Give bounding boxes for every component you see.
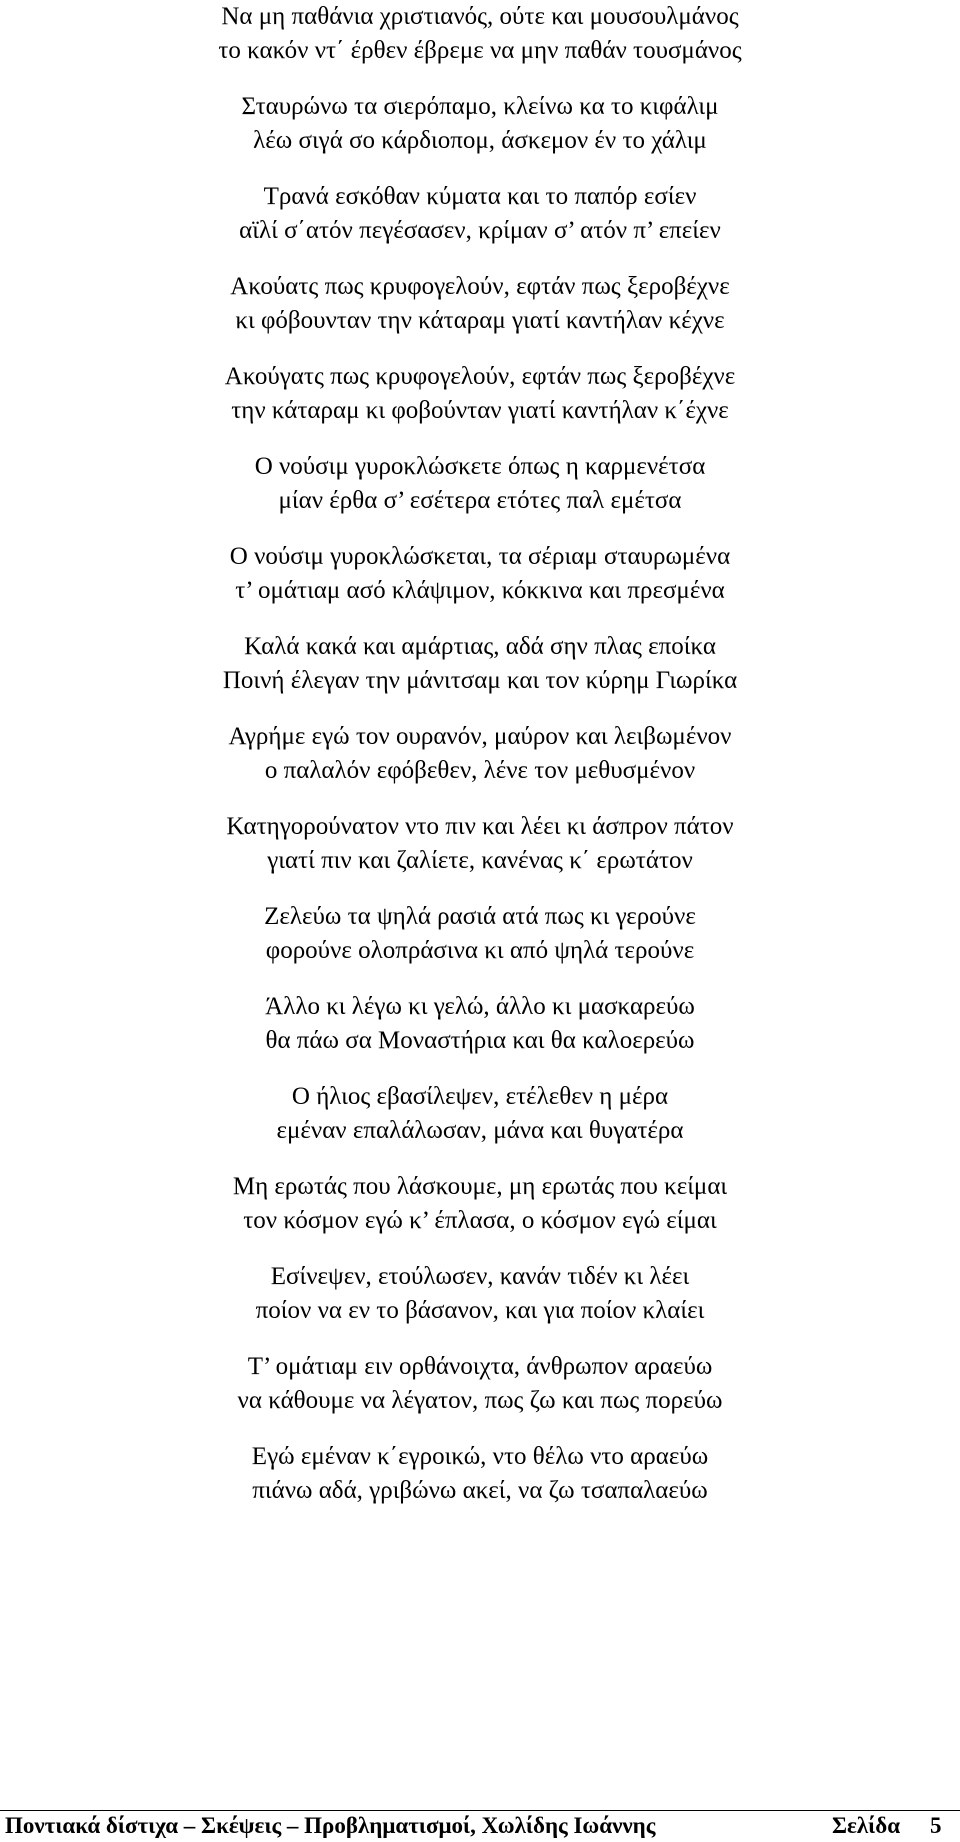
footer-page-number: 5 xyxy=(930,1813,942,1838)
verse-line: Ο νούσιμ γυροκλώσκετε όπως η καρμενέτσα xyxy=(254,453,706,480)
verse-line: λέω σιγά σο κάρδιοπομ, άσκεμον έν το χάλιμ xyxy=(253,127,707,154)
verse-line: Εσίνεψεν, ετούλωσεν, κανάν τιδέν κι λέει xyxy=(270,1263,690,1290)
verse-line: Ο νούσιμ γυροκλώσκεται, τα σέριαμ σταυρωμένα xyxy=(229,543,731,570)
verse-line: πιάνω αδά, γριβώνω ακεί, να ζω τσαπαλαεύω xyxy=(252,1477,708,1504)
verse-line: Ο ήλιος εβασίλεψεν, ετέλεθεν η μέρα xyxy=(291,1083,669,1110)
stanza xyxy=(0,1260,960,1328)
verse-line: Καλά κακά και αμάρτιας, αδά σην πλας εποίκα xyxy=(244,633,716,660)
verse-line: Ακούγατς πως κρυφογελούν, εφτάν πως ξεροβέχνε xyxy=(224,363,736,390)
verse-line: εμέναν επαλάλωσαν, μάνα και θυγατέρα xyxy=(276,1117,684,1144)
verse-line: Αγρήμε εγώ τον ουρανόν, μαύρον και λειβωμένον xyxy=(228,723,732,750)
verse-line: Εγώ εμέναν κ΄εγροικώ, ντο θέλω ντο αραεύω xyxy=(251,1443,709,1470)
stanza xyxy=(0,0,960,68)
stanza xyxy=(0,450,960,518)
verse-line: Τρανά εσκόθαν κύματα και το παπόρ εσίεν xyxy=(263,183,697,210)
footer-page-label: Σελίδα xyxy=(832,1813,901,1838)
verse-line: αϊλί σ΄ατόν πεγέσασεν, κρίμαν σ’ ατόν π’ επείεν xyxy=(239,217,721,244)
verse-line: Κατηγορούνατον ντο πιν και λέει κι άσπρον πάτον xyxy=(226,813,734,840)
stanza xyxy=(0,1170,960,1238)
verse-line: την κάταραμ κι φοβούνταν γιατί καντήλαν κ΄έχνε xyxy=(231,397,729,424)
verse-line: Τ’ ομάτιαμ ειν ορθάνοιχτα, άνθρωπον αραεύω xyxy=(247,1353,713,1380)
verse-line: Ζελεύω τα ψηλά ρασιά ατά πως κι γερούνε xyxy=(264,903,696,930)
stanza xyxy=(0,270,960,338)
verse-line: Άλλο κι λέγω κι γελώ, άλλο κι μασκαρεύω xyxy=(265,993,695,1020)
verse-line: τον κόσμον εγώ κ’ έπλασα, ο κόσμον εγώ είμαι xyxy=(243,1207,717,1234)
verse-line: Ακούατς πως κρυφογελούν, εφτάν πως ξεροβέχνε xyxy=(230,273,730,300)
footer-title: Ποντιακά δίστιχα – Σκέψεις – Προβληματισμοί, Χωλίδης Ιωάννης xyxy=(5,1813,656,1838)
stanza xyxy=(0,180,960,248)
verse-line: θα πάω σα Μοναστήρια και θα καλοερεύω xyxy=(265,1027,695,1054)
stanza xyxy=(0,1440,960,1508)
stanza xyxy=(0,90,960,158)
verse-line: το κακόν ντ΄ έρθεν έβρεμε να μην παθάν τουσμάνος xyxy=(218,37,742,64)
verse-line: τ’ ομάτιαμ ασό κλάψιμον, κόκκινα και πρεσμένα xyxy=(235,577,725,604)
verse-line: ο παλαλόν εφόβεθεν, λένε τον μεθυσμένον xyxy=(264,757,696,784)
verse-line: φορούνε ολοπράσινα κι από ψηλά τερούνε xyxy=(265,937,695,964)
verse-line: μίαν έρθα σ’ εσέτερα ετότες παλ εμέτσα xyxy=(278,487,682,514)
stanza xyxy=(0,360,960,428)
stanza xyxy=(0,720,960,788)
verse-line: ποίον να εν το βάσανον, και για ποίον κλαίει xyxy=(255,1297,705,1324)
stanza xyxy=(0,540,960,608)
verse-line: Να μη παθάνια χριστιανός, ούτε και μουσουλμάνος xyxy=(221,3,739,30)
stanza xyxy=(0,1350,960,1418)
verse-line: κι φόβουνταν την κάταραμ γιατί καντήλαν κέχνε xyxy=(235,307,725,334)
page-footer xyxy=(0,1810,960,1842)
stanza xyxy=(0,990,960,1058)
verse-line: γιατί πιν και ζαλίετε, κανένας κ΄ ερωτάτον xyxy=(267,847,693,874)
verse-line: Σταυρώνω τα σιερόπαμο, κλείνω κα το κιφάλιμ xyxy=(241,93,719,120)
verse-line: Μη ερωτάς που λάσκουμε, μη ερωτάς που κείμαι xyxy=(232,1173,728,1200)
stanza xyxy=(0,810,960,878)
verse-line: να κάθουμε να λέγατον, πως ζω και πως πορεύω xyxy=(237,1387,723,1414)
stanza xyxy=(0,900,960,968)
verse-line: Ποινή έλεγαν την μάνιτσαμ και τον κύρημ Γιωρίκα xyxy=(222,667,738,694)
stanza xyxy=(0,1080,960,1148)
stanza xyxy=(0,630,960,698)
